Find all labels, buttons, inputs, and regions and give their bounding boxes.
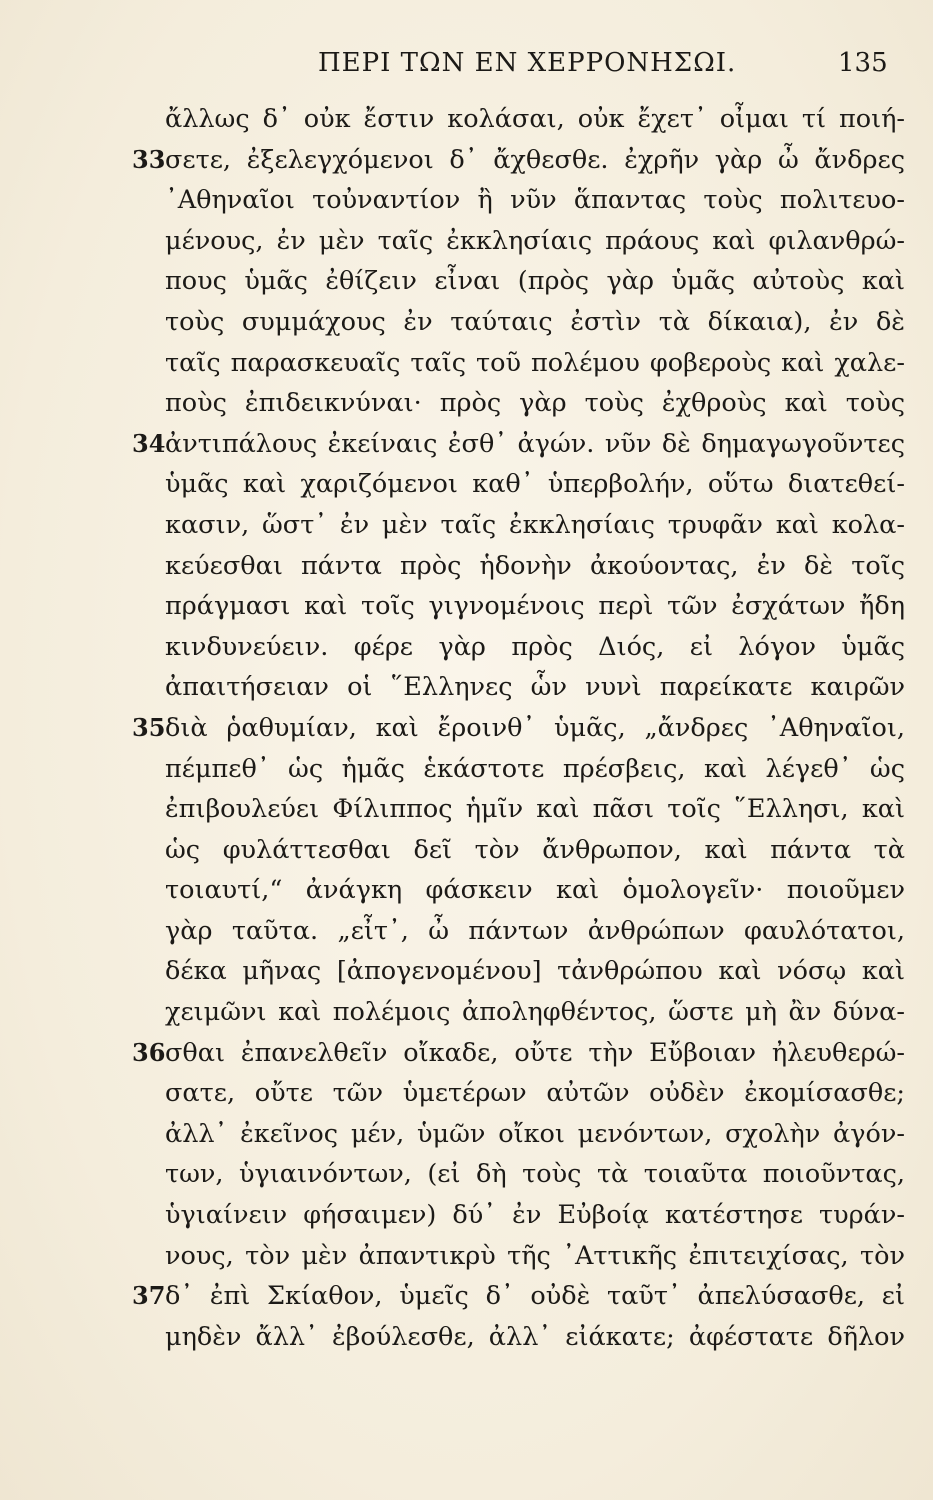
text-line <box>0 993 933 1034</box>
line-text: πους ὑμᾶς ἐθίζειν εἶναι (πρὸς γὰρ ὑμᾶς αὐτοὺς καὶ <box>165 266 905 297</box>
text-line <box>0 831 933 872</box>
text-line <box>0 425 933 466</box>
text-line <box>0 1074 933 1115</box>
line-text: γὰρ ταῦτα. „εἶτ᾽, ὦ πάντων ἀνθρώπων φαυλότατοι, <box>165 915 905 946</box>
line-text: ᾽Αθηναῖοι τοὐναντίον ἢ νῦν ἅπαντας τοὺς πολιτευο- <box>165 185 905 216</box>
text-line <box>0 1155 933 1196</box>
text-line <box>0 750 933 791</box>
text-line <box>0 871 933 912</box>
line-text: ταῖς παρασκευαῖς ταῖς τοῦ πολέμου φοβεροὺς καὶ χαλε- <box>165 347 905 378</box>
text-line <box>0 100 933 141</box>
text-line <box>0 262 933 303</box>
text-line <box>0 303 933 344</box>
text-line <box>0 1318 933 1359</box>
text-line <box>0 952 933 993</box>
line-text: τοιαυτί,“ ἀνάγκη φάσκειν καὶ ὁμολογεῖν· ποιοῦμεν <box>165 875 905 906</box>
text-line <box>0 790 933 831</box>
section-number: 37 <box>132 1281 166 1311</box>
line-text: μηδὲν ἄλλ᾽ ἐβούλεσθε, ἀλλ᾽ εἰάκατε; ἀφέστατε δῆλον <box>165 1321 905 1352</box>
line-text: ὑμᾶς καὶ χαριζόμενοι καθ᾽ ὑπερβολήν, οὕτω διατεθεί- <box>165 469 905 500</box>
text-line <box>0 506 933 547</box>
text-line <box>0 141 933 182</box>
text-line <box>0 181 933 222</box>
line-text: ἄλλως δ᾽ οὐκ ἔστιν κολάσαι, οὐκ ἔχετ᾽ οἶμαι τί ποιή- <box>165 104 905 134</box>
line-text: των, ὑγιαινόντων, (εἰ δὴ τοὺς τὰ τοιαῦτα ποιοῦντας, <box>165 1159 905 1190</box>
line-text: κινδυνεύειν. φέρε γὰρ πρὸς Διός, εἰ λόγον ὑμᾶς <box>165 631 905 662</box>
line-text: ἀπαιτήσειαν οἱ ῞Ελληνες ὧν νυνὶ παρείκατε καιρῶν <box>165 672 905 703</box>
text-line <box>0 344 933 385</box>
running-head: ΠΕΡΙ ΤΩΝ ΕΝ ΧΕΡΡΟΝΗΣΩΙ. <box>318 48 737 78</box>
section-number: 36 <box>132 1037 166 1067</box>
text-line <box>0 547 933 588</box>
line-text: δ᾽ ἐπὶ Σκίαθον, ὑμεῖς δ᾽ οὐδὲ ταῦτ᾽ ἀπελύσασθε, εἰ <box>165 1281 905 1312</box>
line-text: διὰ ῥαθυμίαν, καὶ ἔροινθ᾽ ὑμᾶς, „ἄνδρες ᾽Αθηναῖοι, <box>165 712 905 743</box>
line-text: ὡς φυλάττεσθαι δεῖ τὸν ἄνθρωπον, καὶ πάντα τὰ <box>165 834 905 865</box>
line-text: πράγμασι καὶ τοῖς γιγνομένοις περὶ τῶν ἐσχάτων ἤδη <box>165 591 905 622</box>
text-line <box>0 587 933 628</box>
line-text: σετε, ἐξελεγχόμενοι δ᾽ ἄχθεσθε. ἐχρῆν γὰρ ὦ ἄνδρες <box>165 144 905 175</box>
line-text: σατε, οὔτε τῶν ὑμετέρων αὐτῶν οὐδὲν ἐκομίσασθε; <box>165 1078 905 1109</box>
text-line <box>0 628 933 669</box>
line-text: ποὺς ἐπιδεικνύναι· πρὸς γὰρ τοὺς ἐχθροὺς καὶ τοὺς <box>165 388 905 419</box>
page-number: 135 <box>838 48 888 78</box>
section-number: 33 <box>132 144 166 174</box>
line-text: ὑγιαίνειν φήσαιμεν) δύ᾽ ἐν Εὐβοίᾳ κατέστησε τυράν- <box>165 1200 905 1231</box>
text-line <box>0 1034 933 1075</box>
text-line <box>0 912 933 953</box>
section-number: 35 <box>132 712 166 742</box>
text-line <box>0 1115 933 1156</box>
line-text: ἐπιβουλεύει Φίλιππος ἡμῖν καὶ πᾶσι τοῖς ῞Ελλησι, καὶ <box>165 794 905 825</box>
text-line <box>0 1237 933 1278</box>
line-text: χειμῶνι καὶ πολέμοις ἀποληφθέντος, ὥστε μὴ ἂν δύνα- <box>165 997 905 1028</box>
page-header <box>0 48 933 88</box>
text-line <box>0 668 933 709</box>
greek-text-block <box>0 100 933 1358</box>
line-text: δέκα μῆνας [ἀπογενομένου] τἀνθρώπου καὶ νόσῳ καὶ <box>165 956 905 987</box>
line-text: σθαι ἐπανελθεῖν οἴκαδε, οὔτε τὴν Εὔβοιαν ἠλευθερώ- <box>165 1037 905 1068</box>
line-text: κασιν, ὥστ᾽ ἐν μὲν ταῖς ἐκκλησίαις τρυφᾶν καὶ κολα- <box>165 509 905 540</box>
line-text: μένους, ἐν μὲν ταῖς ἐκκλησίαις πράους καὶ φιλανθρώ- <box>165 225 905 256</box>
line-text: ἀλλ᾽ ἐκεῖνος μέν, ὑμῶν οἴκοι μενόντων, σχολὴν ἀγόν- <box>165 1118 905 1149</box>
line-text: ἀντιπάλους ἐκείναις ἐσθ᾽ ἀγών. νῦν δὲ δημαγωγοῦντες <box>165 428 905 459</box>
line-text: νους, τὸν μὲν ἀπαντικρὺ τῆς ᾽Αττικῆς ἐπιτειχίσας, τὸν <box>165 1240 905 1271</box>
line-text: κεύεσθαι πάντα πρὸς ἡδονὴν ἀκούοντας, ἐν δὲ τοῖς <box>165 550 905 581</box>
text-line <box>0 465 933 506</box>
text-line <box>0 222 933 263</box>
line-text: πέμπεθ᾽ ὡς ἡμᾶς ἑκάστοτε πρέσβεις, καὶ λέγεθ᾽ ὡς <box>165 753 905 784</box>
text-line <box>0 709 933 750</box>
text-line <box>0 1277 933 1318</box>
text-line <box>0 1196 933 1237</box>
section-number: 34 <box>132 428 166 458</box>
text-line <box>0 384 933 425</box>
line-text: τοὺς συμμάχους ἐν ταύταις ἐστὶν τὰ δίκαια), ἐν δὲ <box>165 306 905 337</box>
